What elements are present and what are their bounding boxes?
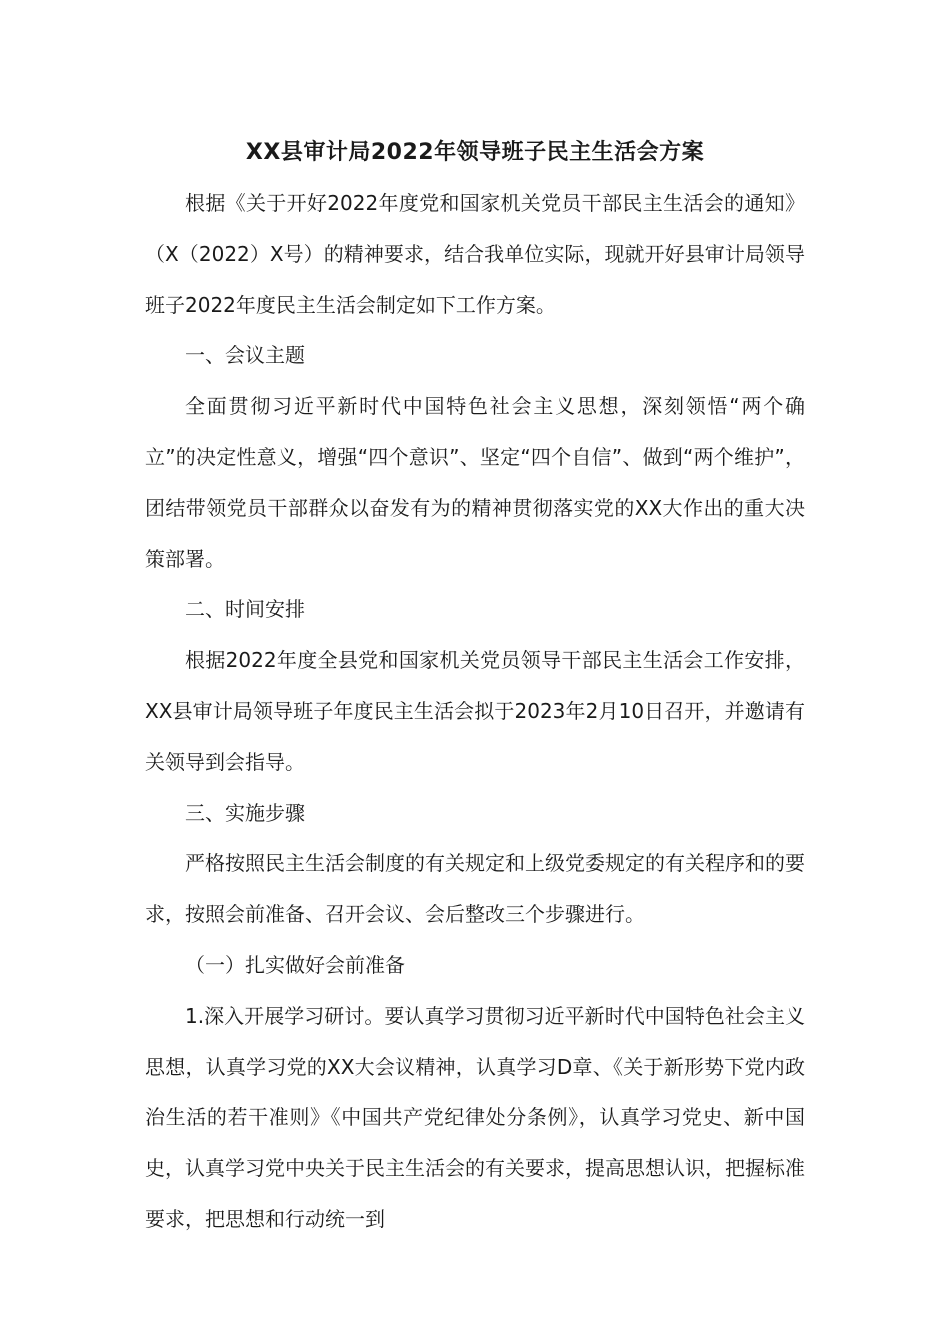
paragraph-schedule: 根据2022年度全县党和国家机关党员领导干部民主生活会工作安排，XX县审计局领导班子年度民主生活会拟于2023年2月10日召开，并邀请有关领导到会指导。 <box>145 648 805 774</box>
paragraph-intro: 根据《关于开好2022年度党和国家机关党员干部民主生活会的通知》（X（2022）X号）的精神要求，结合我单位实际，现就开好县审计局领导班子2022年度民主生活会制定如下工作方案。 <box>145 191 805 317</box>
subsection-heading-preparation: （一）扎实做好会前准备 <box>185 952 405 977</box>
paragraph-steps: 严格按照民主生活会制度的有关规定和上级党委规定的有关程序和的要求，按照会前准备、召开会议、会后整改三个步骤进行。 <box>145 851 805 927</box>
section-heading-steps: 三、实施步骤 <box>185 800 305 825</box>
paragraph-study: 1.深入开展学习研讨。要认真学习贯彻习近平新时代中国特色社会主义思想，认真学习党的XX大会议精神，认真学习D章、《关于新形势下党内政治生活的若干准则》《中国共产党纪律处分条例》，认真学习党史、新中国史，认真学习党中央关于民主生活会的有关要求，提高思想认识，把握标准要求，把思想和行动统一到 <box>145 1003 805 1231</box>
paragraph-theme: 全面贯彻习近平新时代中国特色社会主义思想，深刻领悟“两个确立”的决定性意义，增强“四个意识”、坚定“四个自信”、做到“两个维护”，团结带领党员干部群众以奋发有为的精神贯彻落实党的XX大作出的重大决策部署。 <box>145 394 805 571</box>
document-body <box>145 178 805 1245</box>
section-heading-theme: 一、会议主题 <box>185 343 305 368</box>
document-title: XX县审计局2022年领导班子民主生活会方案 <box>245 140 705 165</box>
section-heading-schedule: 二、时间安排 <box>185 597 305 622</box>
